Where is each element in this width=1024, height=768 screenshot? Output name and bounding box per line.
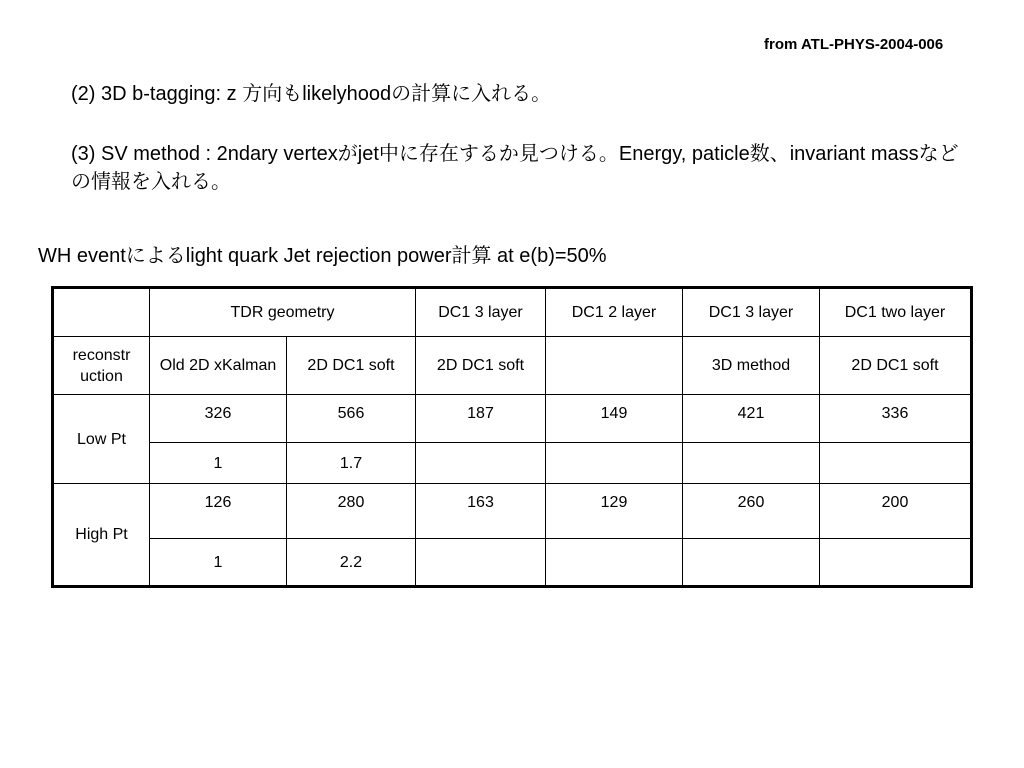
- table-row-low-pt-rejection: [53, 395, 972, 443]
- table-cell: [820, 539, 972, 587]
- table-cell: Old 2D xKalman: [150, 337, 287, 395]
- table-cell: [683, 443, 820, 484]
- table-row-high-pt-rejection: [53, 484, 972, 539]
- header-dc1-2-layer: DC1 2 layer: [546, 288, 683, 337]
- table-cell: 149: [546, 395, 683, 443]
- table-cell: 566: [287, 395, 416, 443]
- row-label-high-pt: High Pt: [53, 484, 150, 587]
- paragraph-3d-btagging: (2) 3D b-tagging: z 方向もlikelyhoodの計算に入れる。: [71, 83, 552, 105]
- header-dc1-3-layer: DC1 3 layer: [416, 288, 546, 337]
- table-cell: 187: [416, 395, 546, 443]
- paragraph-sv-method: (3) SV method : 2ndary vertexがjet中に存在するか見つける。Energy, paticle数、invariant massなどの情報を入れる。: [71, 143, 959, 193]
- table-cell: [546, 443, 683, 484]
- row-label-low-pt: Low Pt: [53, 395, 150, 484]
- header-tdr-geometry: TDR geometry: [150, 288, 416, 337]
- table-cell: 336: [820, 395, 972, 443]
- rejection-power-table: [51, 286, 973, 588]
- table-cell: 129: [546, 484, 683, 539]
- table-cell: 1.7: [287, 443, 416, 484]
- table-cell: 2D DC1 soft: [416, 337, 546, 395]
- table-title: WH eventによるlight quark Jet rejection power計算 at e(b)=50%: [38, 245, 607, 267]
- source-reference: from ATL-PHYS-2004-006: [764, 36, 944, 53]
- table-cell: [683, 539, 820, 587]
- row-label-reconstruction: reconstr uction: [53, 337, 150, 395]
- table-cell: [546, 337, 683, 395]
- table-cell: 2D DC1 soft: [820, 337, 972, 395]
- table-cell: [820, 443, 972, 484]
- table-cell: 421: [683, 395, 820, 443]
- table-header-row: [53, 288, 972, 337]
- table-row-reconstruction: [53, 337, 972, 395]
- table-cell: 3D method: [683, 337, 820, 395]
- table-cell: [546, 539, 683, 587]
- table-cell: 2D DC1 soft: [287, 337, 416, 395]
- table-cell: 1: [150, 539, 287, 587]
- table-row-high-pt-ratio: [53, 539, 972, 587]
- table-cell: 1: [150, 443, 287, 484]
- table-cell: [416, 443, 546, 484]
- header-dc1-two-layer: DC1 two layer: [820, 288, 972, 337]
- header-dc1-3-layer-second: DC1 3 layer: [683, 288, 820, 337]
- table-cell: [416, 539, 546, 587]
- table-cell: 260: [683, 484, 820, 539]
- table-cell: 163: [416, 484, 546, 539]
- table-row-low-pt-ratio: [53, 443, 972, 484]
- header-corner-cell: [53, 288, 150, 337]
- table-cell: 126: [150, 484, 287, 539]
- table-cell: 326: [150, 395, 287, 443]
- table-cell: 200: [820, 484, 972, 539]
- table-cell: 2.2: [287, 539, 416, 587]
- table-cell: 280: [287, 484, 416, 539]
